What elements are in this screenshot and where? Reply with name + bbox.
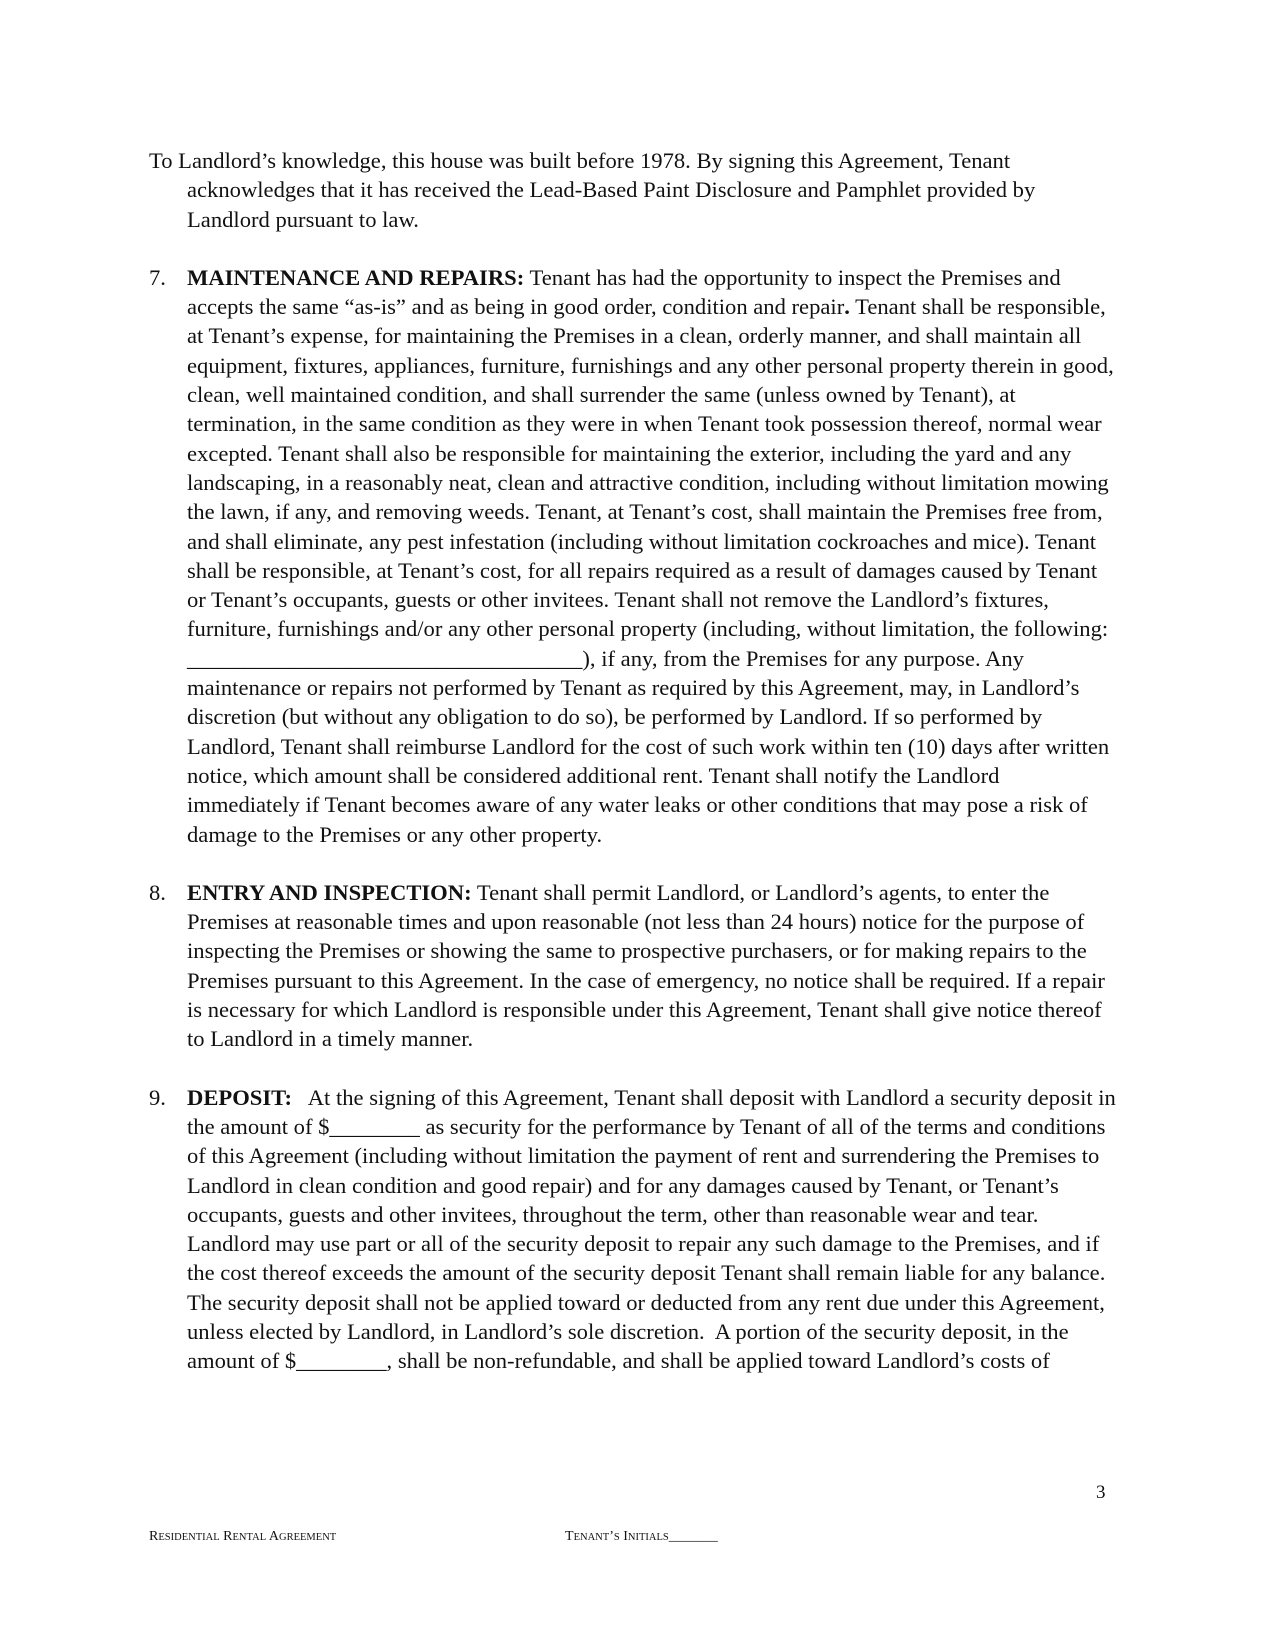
section-heading: MAINTENANCE AND REPAIRS: xyxy=(187,264,525,290)
footer-document-title: RESIDENTIAL RENTAL AGREEMENT xyxy=(149,1529,337,1544)
section-paragraph xyxy=(187,263,1117,849)
footer-tenant-initials: TENANT’S INITIALS_______ xyxy=(565,1529,718,1544)
bold-period: . xyxy=(844,294,850,320)
lead-paint-notice: To Landlord’s knowledge, this house was built before 1978. By signing this Agreement, Tenant acknowledges that it has received the Lead-Based Paint Disclosure and Pamphlet provided by Landlord pursuant to law. xyxy=(149,148,1036,232)
section-number: 9. xyxy=(149,1084,166,1110)
section-text: At the signing of this Agreement, Tenant shall deposit with Landlord a security deposit in the amount of $________ as security for the performance by Tenant of all of the terms and conditions of this Agreement (including without limitation the payment of rent and surrendering the Premises to Landlord in clean condition and good repair) and for any damages caused by Tenant, or Tenant’s occupants, guests and other invitees, throughout the term, other than reasonable wear and tear. Landlord may use part or all of the security deposit to repair any such damage to the Premises, and if the cost thereof exceeds the amount of the security deposit Tenant shall remain liable for any balance. The security deposit shall not be applied toward or deducted from any rent due under this Agreement, unless elected by Landlord, in Landlord’s sole discretion. A portion of the security deposit, in the amount of $________, shall be non-refundable, and shall be applied toward Landlord’s costs of xyxy=(187,1084,1122,1374)
section-text: Tenant shall be responsible, at Tenant’s expense, for maintaining the Premises in a clean, orderly manner, and shall maintain all equipment, fixtures, appliances, furniture, furnishings and any other personal property therein in good, clean, well maintained condition, and shall surrender the same (unless owned by Tenant), at termination, in the same condition as they were in when Tenant took possession thereof, normal wear excepted. Tenant shall also be responsible for maintaining the exterior, including the yard and any landscaping, in a reasonably neat, clean and attractive condition, including without limitation mowing the lawn, if any, and removing weeds. Tenant, at Tenant’s cost, shall maintain the Premises free from, and shall eliminate, any pest infestation (including without limitation cockroaches and mice). Tenant shall be responsible, at Tenant’s cost, for all repairs required as a result of damages caused by Tenant or Tenant’s occupants, guests or other invitees. Tenant shall not remove the Landlord’s fixtures, furniture, furnishings and/or any other personal property (including, without limitation, the following: ___________________________________), if any, from the Premises for any purpose. Any maintenance or repairs not performed by Tenant as required by this Agreement, may, in Landlord’s discretion (but without any obligation to do so), be performed by Landlord. If so performed by Landlord, Tenant shall reimburse Landlord for the cost of such work within ten (10) days after written notice, which amount shall be considered additional rent. Tenant shall notify the Landlord immediately if Tenant becomes aware of any water leaks or other conditions that may pose a risk of damage to the Premises or any other property. xyxy=(187,294,1114,847)
section-heading: DEPOSIT: xyxy=(187,1084,293,1110)
section-number: 8. xyxy=(149,879,166,905)
document-body xyxy=(149,146,1122,1376)
section-number: 7. xyxy=(149,264,166,290)
section-heading: ENTRY AND INSPECTION: xyxy=(187,879,472,905)
page-number: 3 xyxy=(1096,1482,1106,1503)
section-paragraph xyxy=(187,878,1117,1054)
section-text: Tenant shall permit Landlord, or Landlord’s agents, to enter the Premises at reasonable times and upon reasonable (not less than 24 hours) notice for the purpose of inspecting the Premises or showing the same to prospective purchasers, or for making repairs to the Premises pursuant to this Agreement. In the case of emergency, no notice shall be required. If a repair is necessary for which Landlord is responsible under this Agreement, Tenant shall give notice thereof to Landlord in a timely manner. xyxy=(187,879,1105,1052)
section-maintenance-and-repairs xyxy=(149,263,1117,849)
section-entry-and-inspection xyxy=(149,878,1117,1054)
section-paragraph xyxy=(187,1083,1122,1376)
section-deposit xyxy=(149,1083,1122,1376)
section-text: Tenant has had the opportunity to inspect the Premises and accepts the same “as-is” and as being in good order, condition and repair xyxy=(187,264,1061,320)
